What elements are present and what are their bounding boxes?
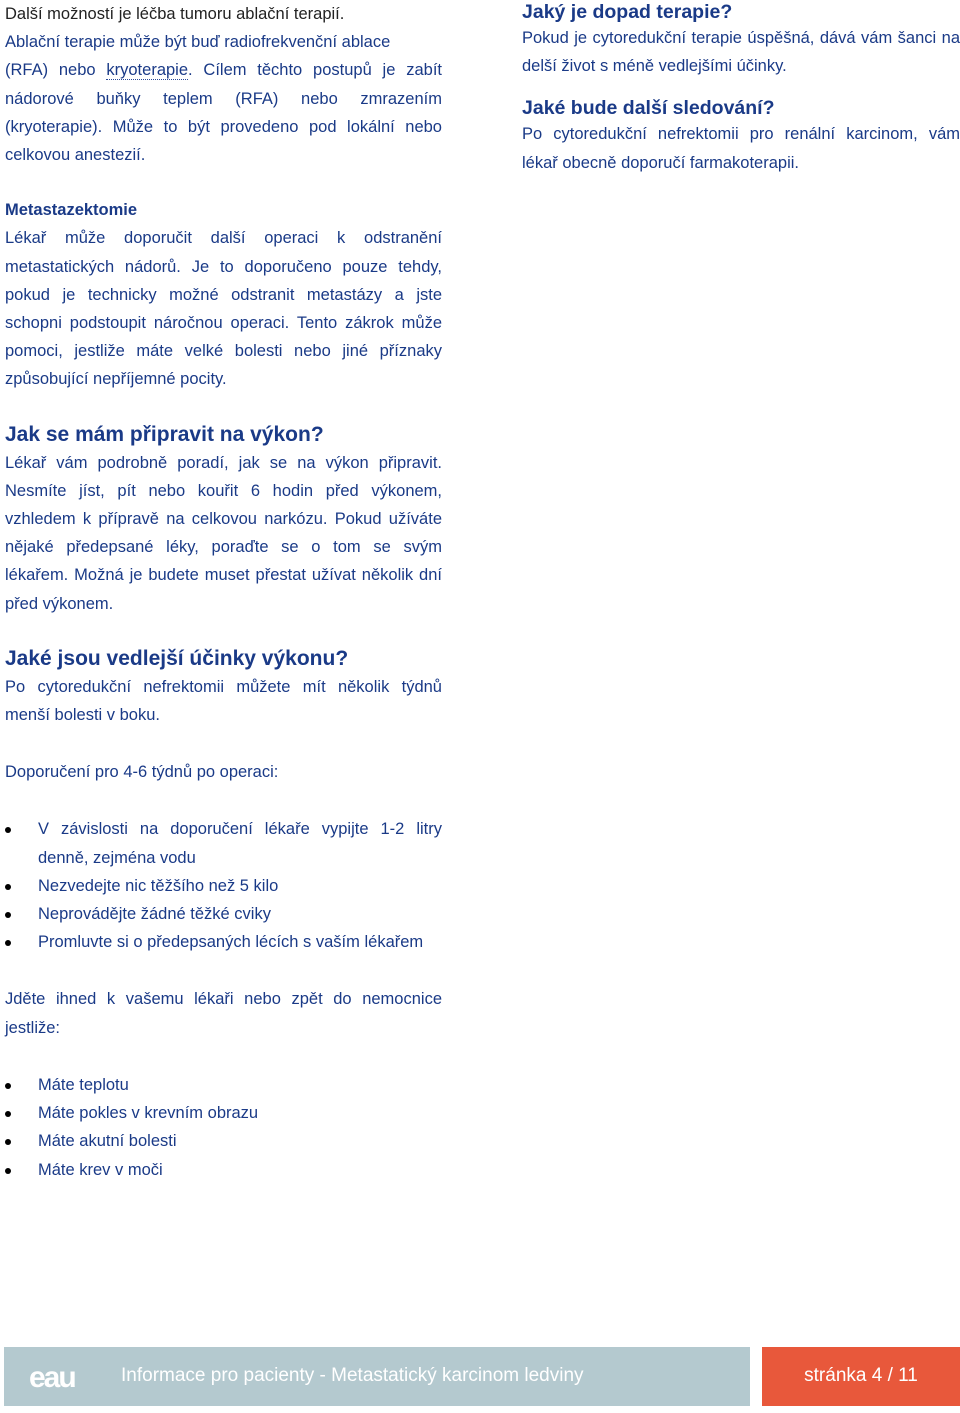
- return-intro: Jděte ihned k vašemu lékaři nebo zpět do nemocnice jestliže:: [5, 990, 442, 1037]
- metastazektomie-heading: Metastazektomie: [5, 201, 138, 220]
- metastazektomie-text: [5, 224, 442, 393]
- intro-rest: zabít nádorové buňky teplem (RFA) nebo zmrazením (kryoterapie). Může to být provedeno pod lokální nebo celkovou anestezií.: [5, 61, 442, 165]
- list-item: Promluvte si o předepsaných lécích s vaším lékařem: [5, 928, 442, 956]
- list-item: Neprovádějte žádné těžké cviky: [5, 900, 442, 928]
- kryoterapie-link[interactable]: kryoterapie: [106, 61, 189, 80]
- intro-paragraph: [5, 0, 442, 169]
- impact-text: Pokud je cytoredukční terapie úspěšná, dává vám šanci na delší život s méně vedlejšími účinky.: [522, 29, 960, 76]
- bullet-icon: [5, 1111, 11, 1117]
- bullet-icon: [5, 1168, 11, 1174]
- footer-title: Informace pro pacienty - Metastatický karcinom ledviny: [121, 1365, 584, 1386]
- eau-logo: [29, 1361, 91, 1393]
- followup-text: Po cytoredukční nefrektomii pro renální karcinom, vám lékař obecně doporučí farmakoterapii.: [522, 125, 960, 172]
- side-effects-text: Po cytoredukční nefrektomii můžete mít několik týdnů menší bolesti v boku.: [5, 677, 442, 725]
- left-column: [5, 0, 442, 1184]
- bullet-icon: [5, 1083, 11, 1089]
- intro-line-3a: (RFA) nebo: [5, 61, 107, 80]
- prepare-heading: Jak se mám připravit na výkon?: [5, 422, 324, 446]
- bullet-icon: [5, 1139, 11, 1145]
- list-item: Máte teplotu: [5, 1071, 442, 1099]
- recommend-intro: Doporučení pro 4-6 týdnů po operaci:: [5, 763, 279, 782]
- bullet-icon: [5, 912, 11, 918]
- footer-title-bar: [4, 1347, 750, 1406]
- list-item: Máte krev v moči: [5, 1156, 442, 1184]
- bullet-icon: [5, 827, 11, 833]
- intro-line-1: Další možností je léčba tumoru ablační terapií.: [5, 5, 345, 23]
- followup-heading: Jaké bude další sledování?: [522, 97, 775, 120]
- metastazektomie-text-rest: Je to doporučeno pouze tehdy, pokud je technicky možné odstranit metastázy a jste schopni podstoupit náročnou operaci. Tento zákrok může pomoci, jestliže máte velké bolesti nebo jiné příznaky způsobující nepříjemné pocity.: [5, 257, 442, 389]
- list-item: Nezvedejte nic těžšího než 5 kilo: [5, 872, 442, 900]
- bullet-icon: [5, 884, 11, 890]
- list-item: Máte akutní bolesti: [5, 1127, 442, 1155]
- metastazektomie-text-blue: Lékař může doporučit další operaci k odstranění metastatických nádorů.: [5, 229, 442, 276]
- recommendation-list: [5, 815, 442, 956]
- prepare-text: Lékař vám podrobně poradí, jak se na výkon připravit. Nesmíte jíst, pít nebo kouřit 6 hodin před výkonem, vzhledem k přípravě na celkovou narkózu. Pokud užíváte nějaké předepsané léky, poraďte se o tom se svým lékařem. Možná je budete muset přestat užívat několik dní před výkonem.: [5, 453, 442, 613]
- list-item: V závislosti na doporučení lékaře vypijte 1-2 litry denně, zejména vodu: [5, 815, 442, 871]
- return-list: [5, 1071, 442, 1184]
- svg-text:eau: eau: [29, 1361, 75, 1393]
- side-effects-heading: Jaké jsou vedlejší účinky výkonu?: [5, 646, 349, 670]
- footer-page-bar: [762, 1347, 960, 1406]
- page-number: stránka 4 / 11: [804, 1365, 918, 1386]
- list-item: Máte pokles v krevním obrazu: [5, 1099, 442, 1127]
- impact-heading: Jaký je dopad terapie?: [522, 1, 733, 23]
- page-footer: [4, 1347, 960, 1406]
- intro-line-2: Ablační terapie může být buď radiofrekvenční ablace: [5, 33, 391, 52]
- bullet-icon: [5, 940, 11, 946]
- intro-line-3b: . Cílem těchto postupů je: [188, 61, 396, 80]
- right-column: [522, 0, 960, 177]
